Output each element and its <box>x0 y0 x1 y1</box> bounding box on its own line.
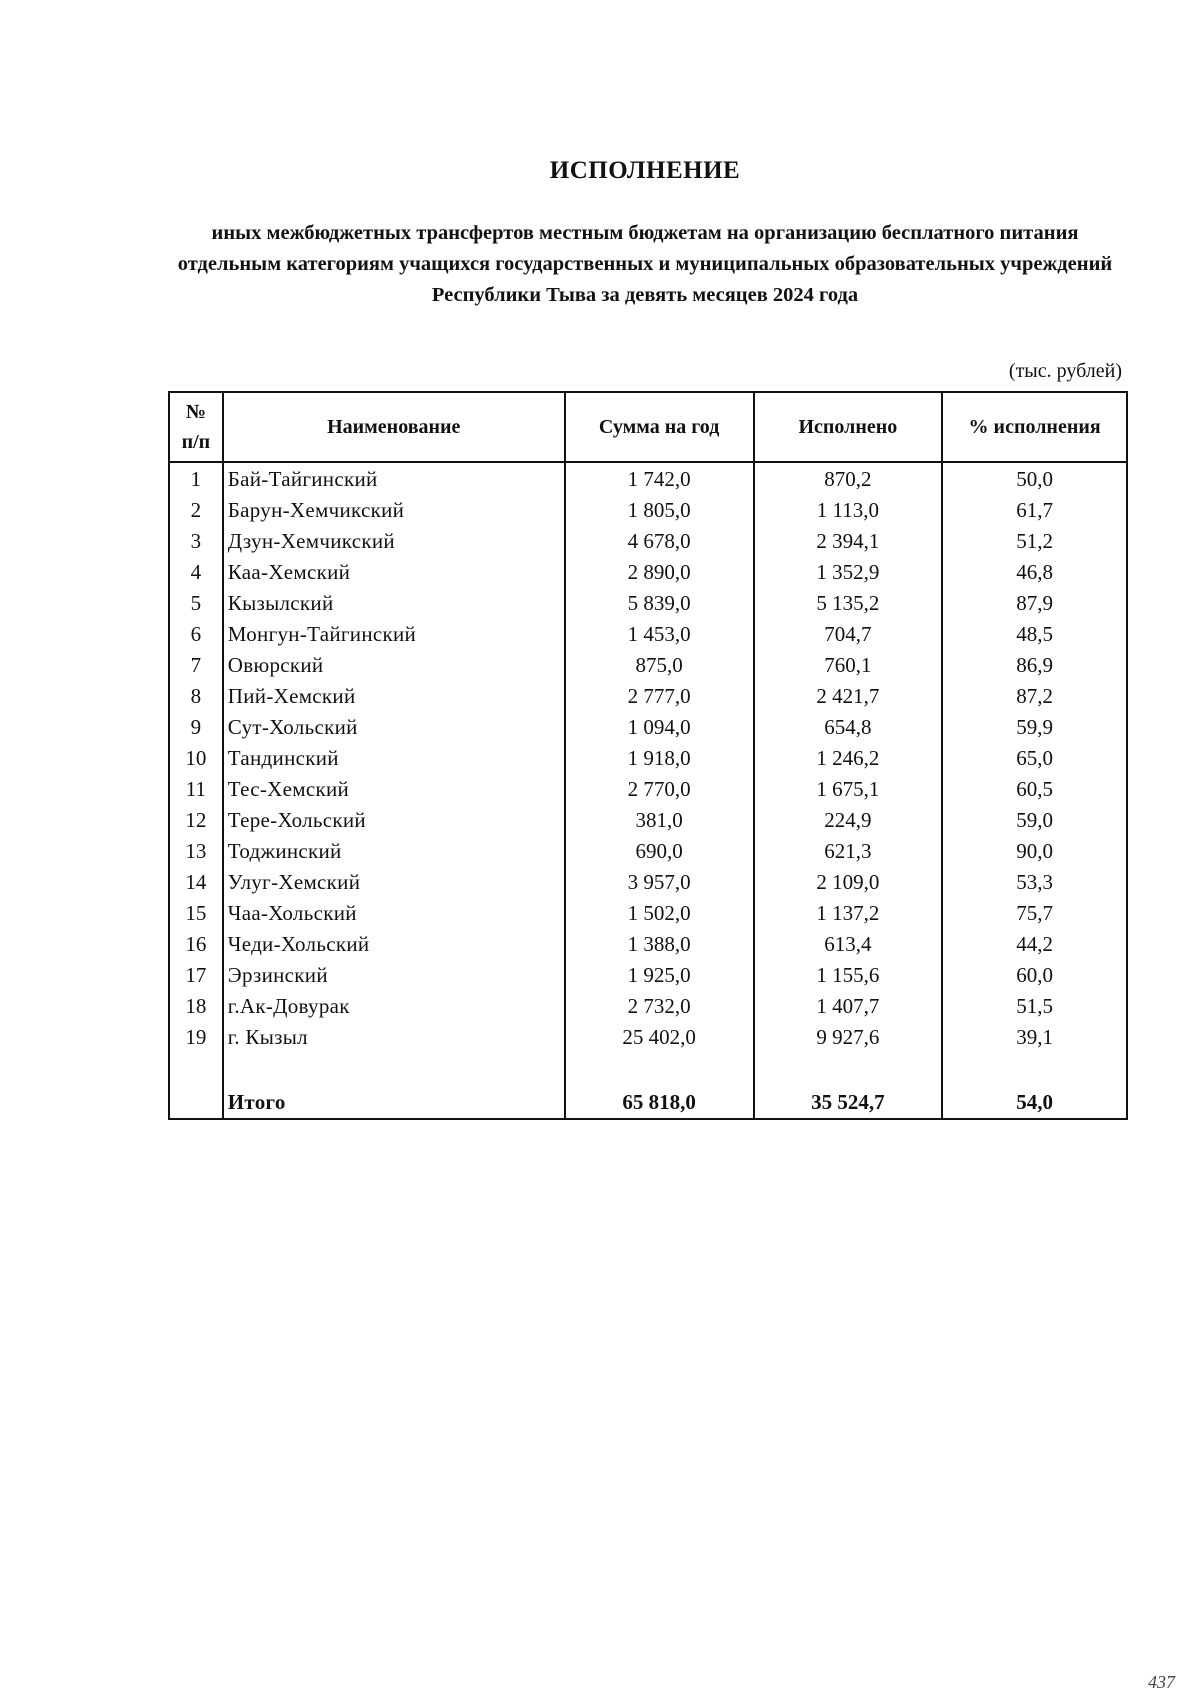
row-plan: 1 805,0 <box>565 494 754 525</box>
table-row <box>169 866 1127 897</box>
row-name: Каа-Хемский <box>223 556 565 587</box>
total-row <box>169 1086 1127 1119</box>
row-name: Кызылский <box>223 587 565 618</box>
header-done: Исполнено <box>754 392 943 462</box>
execution-table <box>168 391 1128 1120</box>
row-number: 19 <box>169 1021 223 1052</box>
header-num <box>169 392 223 462</box>
row-number: 2 <box>169 494 223 525</box>
table-row <box>169 556 1127 587</box>
total-number <box>169 1086 223 1119</box>
row-plan: 1 742,0 <box>565 462 754 494</box>
row-percent: 75,7 <box>942 897 1127 928</box>
row-plan: 875,0 <box>565 649 754 680</box>
row-number: 9 <box>169 711 223 742</box>
row-number: 11 <box>169 773 223 804</box>
spacer-cell <box>754 1052 943 1086</box>
row-percent: 59,9 <box>942 711 1127 742</box>
header-name: Наименование <box>223 392 565 462</box>
row-done: 654,8 <box>754 711 943 742</box>
row-name: Эрзинский <box>223 959 565 990</box>
table-row <box>169 804 1127 835</box>
row-name: Сут-Хольский <box>223 711 565 742</box>
row-name: Чаа-Хольский <box>223 897 565 928</box>
row-percent: 48,5 <box>942 618 1127 649</box>
row-number: 12 <box>169 804 223 835</box>
row-name: Тес-Хемский <box>223 773 565 804</box>
row-done: 2 421,7 <box>754 680 943 711</box>
row-plan: 1 094,0 <box>565 711 754 742</box>
header-num-line1: № <box>185 401 206 423</box>
row-plan: 5 839,0 <box>565 587 754 618</box>
row-name: Пий-Хемский <box>223 680 565 711</box>
row-number: 15 <box>169 897 223 928</box>
row-percent: 53,3 <box>942 866 1127 897</box>
spacer-cell <box>942 1052 1127 1086</box>
row-done: 9 927,6 <box>754 1021 943 1052</box>
row-number: 16 <box>169 928 223 959</box>
row-plan: 1 453,0 <box>565 618 754 649</box>
total-plan: 65 818,0 <box>565 1086 754 1119</box>
spacer-cell <box>223 1052 565 1086</box>
row-percent: 44,2 <box>942 928 1127 959</box>
row-done: 613,4 <box>754 928 943 959</box>
row-percent: 87,9 <box>942 587 1127 618</box>
row-percent: 65,0 <box>942 742 1127 773</box>
row-plan: 381,0 <box>565 804 754 835</box>
row-number: 8 <box>169 680 223 711</box>
page-mark: 437 <box>1148 1672 1175 1692</box>
row-number: 14 <box>169 866 223 897</box>
row-done: 1 352,9 <box>754 556 943 587</box>
row-number: 13 <box>169 835 223 866</box>
row-percent: 90,0 <box>942 835 1127 866</box>
total-name: Итого <box>223 1086 565 1119</box>
row-percent: 60,5 <box>942 773 1127 804</box>
row-name: Дзун-Хемчикский <box>223 525 565 556</box>
table-row <box>169 773 1127 804</box>
header-num-line2: п/п <box>181 431 211 453</box>
row-name: г.Ак-Довурак <box>223 990 565 1021</box>
table-row <box>169 897 1127 928</box>
row-plan: 1 918,0 <box>565 742 754 773</box>
header-percent: % исполнения <box>942 392 1127 462</box>
row-plan: 1 925,0 <box>565 959 754 990</box>
row-name: г. Кызыл <box>223 1021 565 1052</box>
table-row <box>169 711 1127 742</box>
row-plan: 1 502,0 <box>565 897 754 928</box>
row-percent: 61,7 <box>942 494 1127 525</box>
row-number: 1 <box>169 462 223 494</box>
row-plan: 2 770,0 <box>565 773 754 804</box>
row-plan: 1 388,0 <box>565 928 754 959</box>
row-percent: 50,0 <box>942 462 1127 494</box>
table-row <box>169 680 1127 711</box>
table-row <box>169 649 1127 680</box>
table-row <box>169 462 1127 494</box>
header-plan: Сумма на год <box>565 392 754 462</box>
row-plan: 2 777,0 <box>565 680 754 711</box>
table-body <box>169 462 1127 1119</box>
row-number: 5 <box>169 587 223 618</box>
row-name: Овюрский <box>223 649 565 680</box>
row-percent: 46,8 <box>942 556 1127 587</box>
spacer-cell <box>169 1052 223 1086</box>
total-done: 35 524,7 <box>754 1086 943 1119</box>
row-done: 870,2 <box>754 462 943 494</box>
table-row <box>169 1021 1127 1052</box>
row-plan: 2 732,0 <box>565 990 754 1021</box>
table-row <box>169 525 1127 556</box>
table-header-row <box>169 392 1127 462</box>
row-percent: 60,0 <box>942 959 1127 990</box>
row-plan: 4 678,0 <box>565 525 754 556</box>
table-row <box>169 835 1127 866</box>
spacer-row <box>169 1052 1127 1086</box>
row-number: 3 <box>169 525 223 556</box>
table-row <box>169 587 1127 618</box>
row-plan: 2 890,0 <box>565 556 754 587</box>
row-plan: 3 957,0 <box>565 866 754 897</box>
row-done: 704,7 <box>754 618 943 649</box>
row-name: Тере-Хольский <box>223 804 565 835</box>
row-name: Монгун-Тайгинский <box>223 618 565 649</box>
row-done: 1 137,2 <box>754 897 943 928</box>
row-number: 10 <box>169 742 223 773</box>
spacer-cell <box>565 1052 754 1086</box>
row-number: 6 <box>169 618 223 649</box>
row-done: 224,9 <box>754 804 943 835</box>
row-name: Улуг-Хемский <box>223 866 565 897</box>
row-done: 2 109,0 <box>754 866 943 897</box>
row-plan: 25 402,0 <box>565 1021 754 1052</box>
row-percent: 51,5 <box>942 990 1127 1021</box>
table-row <box>169 618 1127 649</box>
row-percent: 59,0 <box>942 804 1127 835</box>
row-done: 5 135,2 <box>754 587 943 618</box>
table-row <box>169 742 1127 773</box>
row-done: 1 407,7 <box>754 990 943 1021</box>
row-number: 7 <box>169 649 223 680</box>
row-name: Тандинский <box>223 742 565 773</box>
row-done: 2 394,1 <box>754 525 943 556</box>
table-row <box>169 928 1127 959</box>
row-done: 1 155,6 <box>754 959 943 990</box>
row-percent: 51,2 <box>942 525 1127 556</box>
table-row <box>169 959 1127 990</box>
row-name: Барун-Хемчикский <box>223 494 565 525</box>
document-subtitle: иных межбюджетных трансфертов местным бюджетам на организацию бесплатного питания отдельным категориям учащихся государственных и муниципальных образовательных учреждений Республики Тыва за девять месяцев 2024 года <box>177 222 1113 306</box>
table-row <box>169 494 1127 525</box>
document-title: ИСПОЛНЕНИЕ <box>549 157 741 184</box>
row-done: 621,3 <box>754 835 943 866</box>
row-number: 4 <box>169 556 223 587</box>
row-done: 1 675,1 <box>754 773 943 804</box>
row-done: 1 113,0 <box>754 494 943 525</box>
row-number: 17 <box>169 959 223 990</box>
row-percent: 86,9 <box>942 649 1127 680</box>
table-row <box>169 990 1127 1021</box>
row-percent: 87,2 <box>942 680 1127 711</box>
total-percent: 54,0 <box>942 1086 1127 1119</box>
row-done: 1 246,2 <box>754 742 943 773</box>
row-plan: 690,0 <box>565 835 754 866</box>
row-name: Чеди-Хольский <box>223 928 565 959</box>
units-label: (тыс. рублей) <box>1008 360 1122 382</box>
row-name: Тоджинский <box>223 835 565 866</box>
row-percent: 39,1 <box>942 1021 1127 1052</box>
row-number: 18 <box>169 990 223 1021</box>
row-done: 760,1 <box>754 649 943 680</box>
row-name: Бай-Тайгинский <box>223 462 565 494</box>
